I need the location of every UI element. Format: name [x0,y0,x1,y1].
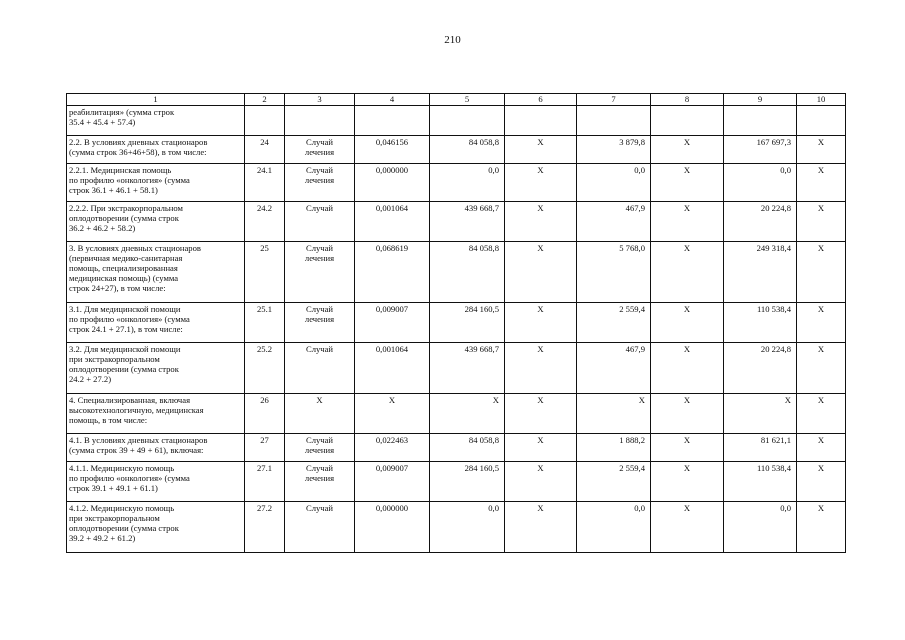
unit-cell: Случай [285,202,355,242]
x-cell: X [651,343,724,394]
table-row [67,502,846,553]
unit-cell: Случай [285,502,355,553]
x-cell: X [797,136,846,164]
norm-cell: X [355,394,430,434]
cost-cell: 84 058,8 [430,242,505,303]
row-label: 3.1. Для медицинской помощи по профилю «онкология» (сумма строк 24.1 + 27.1), в том числе: [67,303,245,343]
total-cell: 249 318,4 [724,242,797,303]
column-header: 7 [577,94,651,106]
column-header: 10 [797,94,846,106]
unit-cell: Случай лечения [285,164,355,202]
column-header: 8 [651,94,724,106]
per-capita-cell [577,106,651,136]
per-capita-cell: 467,9 [577,343,651,394]
row-label: 4.1.2. Медицинскую помощь при экстракорпоральном оплодотворении (сумма строк 39.2 + 49.2 + 61.2) [67,502,245,553]
table-row [67,343,846,394]
x-cell: X [651,502,724,553]
data-table [66,93,846,553]
row-label: 3.2. Для медицинской помощи при экстракорпоральном оплодотворении (сумма строк 24.2 + 27.2) [67,343,245,394]
x-cell: X [505,242,577,303]
norm-cell: 0,046156 [355,136,430,164]
unit-cell: Случай лечения [285,136,355,164]
row-code: 27.1 [245,462,285,502]
total-cell: 0,0 [724,164,797,202]
row-code: 26 [245,394,285,434]
unit-cell: Случай лечения [285,462,355,502]
total-cell [724,106,797,136]
norm-cell: 0,000000 [355,164,430,202]
row-code: 24.2 [245,202,285,242]
per-capita-cell: 5 768,0 [577,242,651,303]
x-cell: X [797,462,846,502]
row-label: реабилитация» (сумма строк 35.4 + 45.4 + 57.4) [67,106,245,136]
x-cell: X [651,462,724,502]
cost-cell [430,106,505,136]
row-label: 4.1. В условиях дневных стационаров (сумма строк 39 + 49 + 61), включая: [67,434,245,462]
row-code: 25 [245,242,285,303]
x-cell: X [505,394,577,434]
x-cell: X [651,164,724,202]
x-cell: X [651,136,724,164]
table-row [67,462,846,502]
x-cell: X [797,502,846,553]
cost-cell: 84 058,8 [430,136,505,164]
x-cell: X [505,462,577,502]
norm-cell: 0,000000 [355,502,430,553]
table-row [67,303,846,343]
column-header: 5 [430,94,505,106]
table-row [67,434,846,462]
norm-cell: 0,001064 [355,343,430,394]
x-cell: X [651,434,724,462]
unit-cell: Случай лечения [285,242,355,303]
row-label: 3. В условиях дневных стационаров (первичная медико-санитарная помощь, специализированная медицинская помощь) (сумма строк 24+27), в том числе: [67,242,245,303]
row-code: 25.2 [245,343,285,394]
total-cell: X [724,394,797,434]
per-capita-cell: 2 559,4 [577,303,651,343]
norm-cell: 0,009007 [355,303,430,343]
row-code: 24 [245,136,285,164]
x-cell: X [505,502,577,553]
norm-cell: 0,009007 [355,462,430,502]
norm-cell: 0,068619 [355,242,430,303]
x-cell: X [797,343,846,394]
column-header: 6 [505,94,577,106]
cost-cell: 284 160,5 [430,462,505,502]
per-capita-cell: 2 559,4 [577,462,651,502]
table-row [67,164,846,202]
x-cell [797,106,846,136]
column-header: 2 [245,94,285,106]
cost-cell: 284 160,5 [430,303,505,343]
x-cell: X [505,303,577,343]
column-header: 4 [355,94,430,106]
unit-cell: Случай [285,343,355,394]
norm-cell: 0,022463 [355,434,430,462]
total-cell: 20 224,8 [724,343,797,394]
table-row [67,394,846,434]
total-cell: 20 224,8 [724,202,797,242]
column-header: 1 [67,94,245,106]
unit-cell: Случай лечения [285,434,355,462]
unit-cell: X [285,394,355,434]
row-code [245,106,285,136]
per-capita-cell: 0,0 [577,502,651,553]
cost-cell: 439 668,7 [430,202,505,242]
per-capita-cell: 1 888,2 [577,434,651,462]
x-cell: X [797,242,846,303]
x-cell: X [797,303,846,343]
table-row [67,202,846,242]
x-cell: X [505,164,577,202]
row-code: 27.2 [245,502,285,553]
row-label: 4.1.1. Медицинскую помощь по профилю «онкология» (сумма строк 39.1 + 49.1 + 61.1) [67,462,245,502]
page-number: 210 [444,34,461,46]
unit-cell: Случай лечения [285,303,355,343]
unit-cell [285,106,355,136]
row-label: 2.2. В условиях дневных стационаров (сумма строк 36+46+58), в том числе: [67,136,245,164]
row-code: 27 [245,434,285,462]
x-cell: X [505,136,577,164]
x-cell: X [797,434,846,462]
per-capita-cell: 467,9 [577,202,651,242]
total-cell: 110 538,4 [724,462,797,502]
x-cell [651,106,724,136]
x-cell: X [651,242,724,303]
x-cell: X [651,202,724,242]
x-cell: X [505,202,577,242]
total-cell: 167 697,3 [724,136,797,164]
header-row [67,94,846,106]
cost-cell: 0,0 [430,164,505,202]
cost-cell: X [430,394,505,434]
row-label: 2.2.2. При экстракорпоральном оплодотворении (сумма строк 36.2 + 46.2 + 58.2) [67,202,245,242]
per-capita-cell: 0,0 [577,164,651,202]
x-cell [505,106,577,136]
x-cell: X [797,164,846,202]
per-capita-cell: X [577,394,651,434]
cost-cell: 439 668,7 [430,343,505,394]
x-cell: X [651,303,724,343]
norm-cell: 0,001064 [355,202,430,242]
cost-cell: 84 058,8 [430,434,505,462]
total-cell: 81 621,1 [724,434,797,462]
x-cell: X [505,343,577,394]
row-label: 4. Специализированная, включая высокотехнологичную, медицинская помощь, в том числе: [67,394,245,434]
column-header: 9 [724,94,797,106]
row-label: 2.2.1. Медицинская помощь по профилю «онкология» (сумма строк 36.1 + 46.1 + 58.1) [67,164,245,202]
total-cell: 110 538,4 [724,303,797,343]
table-row [67,106,846,136]
table-row [67,136,846,164]
table-row [67,242,846,303]
cost-cell: 0,0 [430,502,505,553]
x-cell: X [505,434,577,462]
x-cell: X [797,394,846,434]
norm-cell [355,106,430,136]
per-capita-cell: 3 879,8 [577,136,651,164]
x-cell: X [797,202,846,242]
table-body [67,106,846,553]
row-code: 24.1 [245,164,285,202]
x-cell: X [651,394,724,434]
total-cell: 0,0 [724,502,797,553]
column-header: 3 [285,94,355,106]
row-code: 25.1 [245,303,285,343]
